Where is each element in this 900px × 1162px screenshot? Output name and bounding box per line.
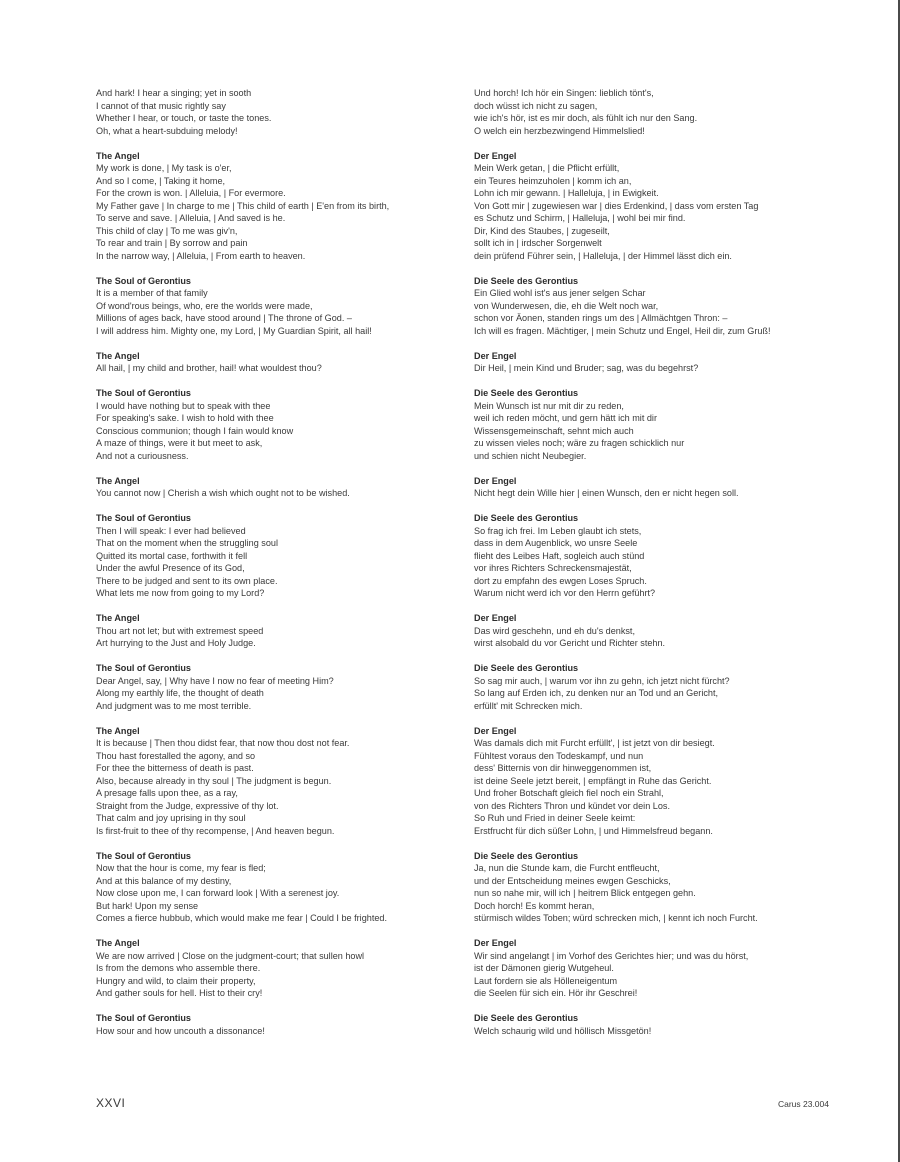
text-line: My Father gave | In charge to me | This child of earth | E'en from its birth, — [96, 200, 390, 211]
text-line: Mein Werk getan, | die Pflicht erfüllt, — [474, 163, 620, 173]
text-line: So lang auf Erden ich, zu denken nur an Tod und an Gericht, — [474, 688, 719, 698]
text-line: vor ihres Richters Schreckensmajestät, — [474, 563, 632, 573]
text-line: erfüllt' mit Schrecken mich. — [474, 700, 583, 711]
text-line: For speaking's sake. I wish to hold with thee — [96, 413, 274, 423]
speaker-heading: The Angel — [96, 350, 140, 361]
text-stanza — [96, 850, 466, 925]
text-stanza — [96, 1012, 466, 1037]
text-line: A presage falls upon thee, as a ray, — [96, 788, 238, 798]
speaker-heading: Die Seele des Gerontius — [474, 388, 579, 398]
text-line: I would have nothing but to speak with thee — [96, 400, 271, 411]
speaker-heading: The Soul of Gerontius — [96, 275, 191, 286]
speaker-heading: The Angel — [96, 150, 140, 161]
text-line: Conscious communion; though I fain would know — [96, 425, 294, 436]
text-line: wie ich's hör, ist es mir doch, als fühlt ich nur den Sang. — [474, 113, 698, 123]
text-stanza — [474, 87, 854, 137]
speaker-heading: Die Seele des Gerontius — [474, 1013, 579, 1023]
text-stanza — [474, 350, 854, 375]
page-number: XXVI — [96, 1096, 126, 1110]
text-line: von des Richters Thron und kündet vor dein Los. — [474, 800, 670, 811]
text-line: dass in dem Augenblick, wo unsre Seele — [474, 538, 638, 548]
text-line: It is a member of that family — [96, 288, 208, 298]
text-stanza — [96, 275, 466, 338]
text-line: Dir Heil, | mein Kind und Bruder; sag, was du begehrst? — [474, 363, 699, 373]
text-line: doch wüsst ich nicht zu sagen, — [474, 100, 598, 111]
text-stanza — [474, 1012, 854, 1037]
text-line: flieht des Leibes Haft, sogleich auch stünd — [474, 550, 645, 561]
text-stanza — [96, 662, 466, 712]
text-line: We are now arrived | Close on the judgment-court; that sullen howl — [96, 950, 365, 961]
text-line: So Ruh und Fried in deiner Seele keimt: — [474, 813, 636, 823]
text-line: That calm and joy uprising in thy soul — [96, 813, 246, 823]
text-line: Millions of ages back, have stood around | The throne of God. – — [96, 313, 352, 323]
text-stanza — [474, 275, 854, 338]
text-line: To serve and save. | Alleluia, | And saved is he. — [96, 213, 286, 223]
speaker-heading: Der Engel — [474, 725, 517, 736]
text-line: es Schutz und Schirm, | Halleluja, | wohl bei mir find. — [474, 213, 686, 223]
text-line: Oh, what a heart-subduing melody! — [96, 125, 238, 136]
text-line: Art hurrying to the Just and Holy Judge. — [96, 638, 256, 648]
text-line: Mein Wunsch ist nur mit dir zu reden, — [474, 400, 624, 411]
text-line: So frag ich frei. Im Leben glaubt ich stets, — [474, 525, 642, 536]
speaker-heading: Die Seele des Gerontius — [474, 850, 579, 861]
text-line: Fühltest voraus den Todeskampf, und nun — [474, 750, 644, 761]
text-line: I cannot of that music rightly say — [96, 100, 226, 111]
text-line: A maze of things, were it but meet to ask, — [96, 438, 263, 448]
text-line: wirst alsobald du vor Gericht und Richter stehn. — [474, 638, 666, 648]
text-line: Ein Glied wohl ist's aus jener selgen Schar — [474, 288, 646, 298]
text-line: ein Teures heimzuholen | komm ich an, — [474, 175, 632, 186]
english-text-column — [96, 87, 466, 1050]
speaker-heading: The Angel — [96, 725, 140, 736]
text-line: That on the moment when the struggling soul — [96, 538, 278, 548]
german-text-column — [474, 87, 854, 1050]
text-line: And not a curiousness. — [96, 450, 189, 461]
text-line: Dir, Kind des Staubes, | zugeseilt, — [474, 225, 610, 236]
speaker-heading: Die Seele des Gerontius — [474, 275, 579, 286]
text-line: Ich will es fragen. Mächtiger, | mein Schutz und Engel, Heil dir, zum Gruß! — [474, 325, 771, 336]
text-line: Straight from the Judge, expressive of thy lot. — [96, 800, 279, 811]
text-line: Wissensgemeinschaft, sehnt mich auch — [474, 425, 634, 436]
text-line: Then I will speak: I ever had believed — [96, 525, 246, 536]
text-stanza — [474, 662, 854, 712]
speaker-heading: The Soul of Gerontius — [96, 388, 191, 398]
text-line: dein prüfend Führer sein, | Halleluja, | der Himmel lässt dich ein. — [474, 250, 732, 261]
text-line: Lohn ich mir gewann. | Halleluja, | in Ewigkeit. — [474, 188, 659, 198]
text-stanza — [96, 612, 466, 650]
text-stanza — [96, 725, 466, 838]
text-line: Laut fordern sie als Hölleneigentum — [474, 975, 618, 986]
text-stanza — [474, 612, 854, 650]
text-stanza — [96, 87, 466, 137]
text-line: Und froher Botschaft gleich fiel noch ein Strahl, — [474, 788, 664, 798]
text-line: Das wird geschehn, und eh du's denkst, — [474, 625, 635, 636]
text-line: von Wunderwesen, die, eh die Welt noch war, — [474, 300, 659, 311]
text-line: And hark! I hear a singing; yet in sooth — [96, 88, 252, 98]
text-stanza — [474, 850, 854, 925]
speaker-heading: Der Engel — [474, 150, 517, 161]
text-stanza — [96, 350, 466, 375]
text-stanza — [474, 725, 854, 838]
text-line: dess' Bitternis von dir hinweggenommen ist, — [474, 763, 652, 773]
text-line: There to be judged and sent to its own place. — [96, 575, 278, 586]
text-stanza — [474, 937, 854, 1000]
text-line: In the narrow way, | Alleluia, | From earth to heaven. — [96, 250, 306, 261]
text-line: To rear and train | By sorrow and pain — [96, 238, 248, 248]
text-line: Was damals dich mit Furcht erfüllt', | ist jetzt von dir besiegt. — [474, 738, 715, 748]
text-line: Comes a fierce hubbub, which would make me fear | Could I be frighted. — [96, 913, 387, 923]
text-line: Now close upon me, I can forward look | With a serenest joy. — [96, 888, 340, 898]
text-line: Warum nicht werd ich vor den Herrn geführt? — [474, 588, 656, 598]
text-line: nun so nahe mir, will ich | heitrem Blick entgegen gehn. — [474, 888, 696, 898]
speaker-heading: The Angel — [96, 938, 140, 948]
text-line: stürmisch wildes Toben; würd schrecken mich, | kennt ich noch Furcht. — [474, 913, 758, 923]
text-line: Ja, nun die Stunde kam, die Furcht entfleucht, — [474, 863, 660, 873]
text-line: dort zu empfahn des ewgen Loses Spruch. — [474, 575, 647, 586]
text-line: So sag mir auch, | warum vor ihn zu gehn, ich jetzt nicht fürcht? — [474, 675, 730, 686]
text-line: Also, because already in thy soul | The judgment is begun. — [96, 775, 332, 786]
text-line: Von Gott mir | zugewiesen war | dies Erdenkind, | dass vom ersten Tag — [474, 200, 759, 211]
text-line: Nicht hegt dein Wille hier | einen Wunsch, den er nicht hegen soll. — [474, 488, 739, 498]
speaker-heading: Der Engel — [474, 475, 517, 486]
text-stanza — [474, 387, 854, 462]
text-line: Wir sind angelangt | im Vorhof des Gerichtes hier; und was du hörst, — [474, 950, 749, 961]
text-line: It is because | Then thou didst fear, that now thou dost not fear. — [96, 738, 350, 748]
text-line: You cannot now | Cherish a wish which ought not to be wished. — [96, 488, 350, 498]
text-line: Hungry and wild, to claim their property, — [96, 975, 256, 986]
text-line: And gather souls for hell. Hist to their cry! — [96, 988, 263, 998]
catalog-number: Carus 23.004 — [777, 1099, 829, 1109]
text-line: Is first-fruit to thee of thy recompense, | And heaven begun. — [96, 825, 335, 836]
text-line: schon vor Äonen, standen rings um des | Allmächtgen Thron: – — [474, 313, 728, 323]
text-stanza — [96, 512, 466, 600]
text-line: Erstfrucht für dich süßer Lohn, | und Himmelsfreud begann. — [474, 825, 713, 836]
text-line: Welch schaurig wild und höllisch Missgetön! — [474, 1025, 652, 1036]
text-line: ist der Dämonen gierig Wutgeheul. — [474, 963, 614, 973]
text-line: Under the awful Presence of its God, — [96, 563, 245, 573]
speaker-heading: Der Engel — [474, 350, 517, 361]
text-line: For the crown is won. | Alleluia, | For evermore. — [96, 188, 286, 198]
speaker-heading: The Soul of Gerontius — [96, 850, 191, 861]
text-line: die Seelen für sich ein. Hör ihr Geschrei! — [474, 988, 638, 998]
text-line: ist deine Seele jetzt bereit, | empfängt in Ruhe das Gericht. — [474, 775, 712, 786]
text-line: And so I come, | Taking it home, — [96, 175, 226, 186]
text-line: And at this balance of my destiny, — [96, 875, 232, 886]
text-line: Of wond'rous beings, who, ere the worlds were made, — [96, 300, 313, 311]
text-stanza — [474, 475, 854, 500]
text-line: And judgment was to me most terrible. — [96, 700, 252, 711]
text-line: weil ich reden möcht, und gern hätt ich mit dir — [474, 413, 657, 423]
text-line: This child of clay | To me was giv'n, — [96, 225, 238, 236]
text-line: My work is done, | My task is o'er, — [96, 163, 232, 173]
speaker-heading: The Soul of Gerontius — [96, 513, 191, 523]
speaker-heading: The Angel — [96, 475, 140, 486]
text-line: Thou art not let; but with extremest speed — [96, 625, 264, 636]
text-line: Thou hast forestalled the agony, and so — [96, 750, 256, 761]
text-line: What lets me now from going to my Lord? — [96, 588, 265, 598]
text-line: How sour and how uncouth a dissonance! — [96, 1025, 265, 1036]
text-line: Along my earthly life, the thought of death — [96, 688, 264, 698]
text-stanza — [96, 937, 466, 1000]
text-line: Quitted its mortal case, forthwith it fell — [96, 550, 248, 561]
text-line: zu wissen vieles noch; wäre zu fragen schicklich nur — [474, 438, 685, 448]
text-line: Whether I hear, or touch, or taste the tones. — [96, 113, 272, 123]
text-line: O welch ein herzbezwingend Himmelslied! — [474, 125, 645, 136]
speaker-heading: Die Seele des Gerontius — [474, 513, 579, 523]
text-line: For thee the bitterness of death is past. — [96, 763, 254, 773]
speaker-heading: The Soul of Gerontius — [96, 663, 191, 673]
text-line: und der Entscheidung meines ewgen Geschicks, — [474, 875, 671, 886]
text-stanza — [474, 150, 854, 263]
text-stanza — [96, 150, 466, 263]
text-line: Und horch! Ich hör ein Singen: lieblich tönt's, — [474, 88, 654, 98]
speaker-heading: Der Engel — [474, 613, 517, 623]
speaker-heading: The Angel — [96, 613, 140, 623]
speaker-heading: Die Seele des Gerontius — [474, 663, 579, 673]
text-line: Doch horch! Es kommt heran, — [474, 900, 595, 911]
text-line: Now that the hour is come, my fear is fled; — [96, 863, 266, 873]
text-stanza — [96, 475, 466, 500]
speaker-heading: Der Engel — [474, 938, 517, 948]
text-line: I will address him. Mighty one, my Lord, | My Guardian Spirit, all hail! — [96, 325, 372, 336]
text-line: All hail, | my child and brother, hail! what wouldest thou? — [96, 363, 322, 373]
text-line: Dear Angel, say, | Why have I now no fear of meeting Him? — [96, 675, 334, 686]
speaker-heading: The Soul of Gerontius — [96, 1013, 191, 1023]
text-line: But hark! Upon my sense — [96, 900, 199, 911]
text-line: und schien nicht Neubegier. — [474, 450, 587, 461]
text-line: Is from the demons who assemble there. — [96, 963, 261, 973]
text-line: sollt ich in | irdscher Sorgenwelt — [474, 238, 602, 248]
text-stanza — [96, 387, 466, 462]
text-stanza — [474, 512, 854, 600]
